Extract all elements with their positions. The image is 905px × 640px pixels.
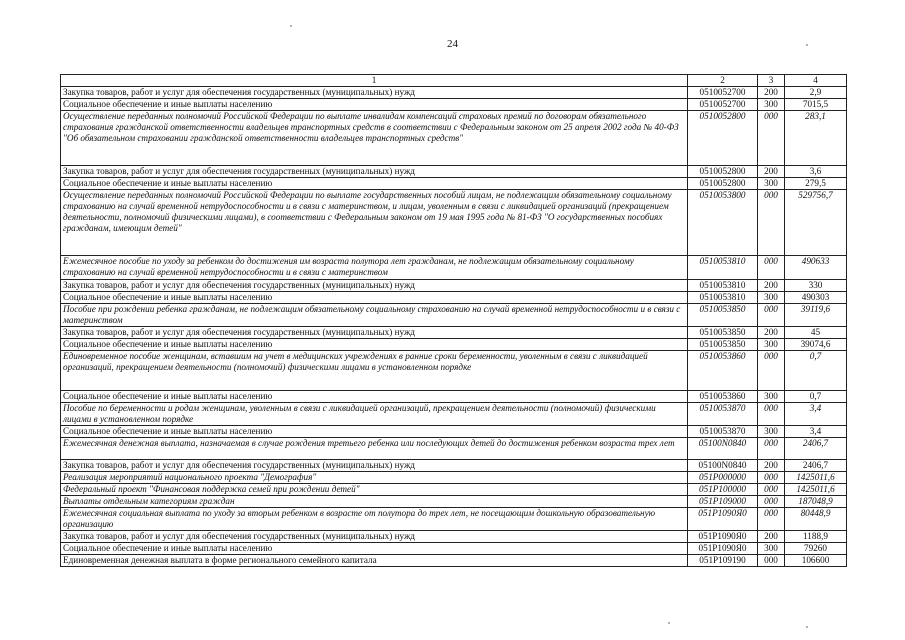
table-row [61,351,847,391]
row-name-cell: Социальное обеспечение и иные выплаты населению [61,99,688,111]
table-row [61,496,847,508]
header-col-code: 2 [688,75,758,87]
table-row [61,256,847,280]
row-code-cell: 0510053800 [688,190,758,256]
table-row [61,190,847,256]
row-name-cell: Социальное обеспечение и иные выплаты населению [61,391,688,403]
row-sum-cell: 39074,6 [785,339,847,351]
row-sum-cell: 490303 [785,292,847,304]
row-name-cell: Ежемесячное пособие по уходу за ребенком до достижения им возраста полутора лет гражданам, не подлежащим обязательному социальному страхованию на случай временной нетрудоспособности и в связи с материнством [61,256,688,280]
row-sum-cell: 3,4 [785,403,847,426]
row-code-cell: 0510052700 [688,99,758,111]
table-row [61,403,847,426]
row-sum-cell: 106600 [785,555,847,567]
row-vr-cell: 000 [758,438,785,460]
row-sum-cell: 3,6 [785,166,847,178]
row-vr-cell: 200 [758,166,785,178]
header-row [61,75,847,87]
table-row [61,280,847,292]
row-code-cell: 0510053870 [688,426,758,438]
row-sum-cell: 529756,7 [785,190,847,256]
header-col-vr: 3 [758,75,785,87]
table-row [61,555,847,567]
row-name-cell: Социальное обеспечение и иные выплаты населению [61,339,688,351]
table-row [61,426,847,438]
table-row [61,472,847,484]
row-name-cell: Осуществление переданных полномочий Российской Федерации по выплате государственных пособий лицам, не подлежащим обязательному социальному страхованию на случай временной нетрудоспособности и в связи с материнством, и лицам, уволенным в связи с ликвидацией организаций (прекращением деятельности, полномочий физическими лицами), в соответствии с Федеральным законом от 19 мая 1995 года № 81-ФЗ "О государственных пособиях гражданам, имеющим детей" [61,190,688,256]
row-code-cell: 0510053850 [688,304,758,327]
row-code-cell: 0510053860 [688,351,758,391]
row-name-cell: Закупка товаров, работ и услуг для обеспечения государственных (муниципальных) нужд [61,460,688,472]
row-vr-cell: 000 [758,304,785,327]
row-name-cell: Социальное обеспечение и иные выплаты населению [61,292,688,304]
row-sum-cell: 45 [785,327,847,339]
table-row [61,508,847,531]
table-row [61,304,847,327]
row-sum-cell: 490633 [785,256,847,280]
row-vr-cell: 000 [758,555,785,567]
row-name-cell: Осуществление переданных полномочий Российской Федерации по выплате инвалидам компенсаций страховых премий по договорам обязательного страхования гражданской ответственности владельцев транспортных средств в соответствии с Федеральным законом от 25 апреля 2002 года № 40-ФЗ "Об обязательном страховании гражданской ответственности владельцев транспортных средств" [61,111,688,166]
row-sum-cell: 1188,9 [785,531,847,543]
row-name-cell: Выплаты отдельным категориям граждан [61,496,688,508]
row-code-cell: 0510053870 [688,403,758,426]
row-vr-cell: 000 [758,484,785,496]
header-col-name: 1 [61,75,688,87]
table-body [61,87,847,567]
row-code-cell: 051P000000 [688,472,758,484]
row-name-cell: Закупка товаров, работ и услуг для обеспечения государственных (муниципальных) нужд [61,280,688,292]
row-name-cell: Пособие при рождении ребенка гражданам, не подлежащим обязательному социальному страхованию на случай временной нетрудоспособности и в связи с материнством [61,304,688,327]
row-code-cell: 05100N0840 [688,460,758,472]
row-vr-cell: 300 [758,426,785,438]
table-row [61,292,847,304]
row-sum-cell: 0,7 [785,351,847,391]
row-code-cell: 051P109190 [688,555,758,567]
row-sum-cell: 7015,5 [785,99,847,111]
row-name-cell: Социальное обеспечение и иные выплаты населению [61,178,688,190]
scan-speck [290,25,292,27]
row-vr-cell: 000 [758,190,785,256]
row-sum-cell: 279,5 [785,178,847,190]
row-vr-cell: 200 [758,280,785,292]
table-row [61,484,847,496]
row-name-cell: Пособие по беременности и родам женщинам, уволенным в связи с ликвидацией организаций, прекращением деятельности (полномочий) физическими лицами в установленном порядке [61,403,688,426]
row-name-cell: Ежемесячная социальная выплата по уходу за вторым ребенком в возрасте от полутора до трех лет, не посещающим дошкольную образовательную организацию [61,508,688,531]
row-vr-cell: 000 [758,403,785,426]
row-vr-cell: 200 [758,460,785,472]
header-col-sum: 4 [785,75,847,87]
row-code-cell: 0510052800 [688,111,758,166]
row-code-cell: 05100N0840 [688,438,758,460]
row-name-cell: Закупка товаров, работ и услуг для обеспечения государственных (муниципальных) нужд [61,327,688,339]
scan-speck [806,626,808,628]
page-number: 24 [447,38,458,50]
row-sum-cell: 3,4 [785,426,847,438]
row-vr-cell: 300 [758,391,785,403]
row-code-cell: 0510053850 [688,327,758,339]
row-sum-cell: 187048,9 [785,496,847,508]
scan-speck [668,622,670,624]
row-code-cell: 0510053810 [688,280,758,292]
row-vr-cell: 300 [758,178,785,190]
row-code-cell: 0510053860 [688,391,758,403]
row-sum-cell: 1425011,6 [785,472,847,484]
row-vr-cell: 000 [758,472,785,484]
row-vr-cell: 200 [758,531,785,543]
row-sum-cell: 2406,7 [785,460,847,472]
row-vr-cell: 300 [758,99,785,111]
table-row [61,531,847,543]
row-sum-cell: 1425011,6 [785,484,847,496]
table-row [61,339,847,351]
table-row [61,111,847,166]
row-code-cell: 0510053850 [688,339,758,351]
row-sum-cell: 0,7 [785,391,847,403]
row-name-cell: Закупка товаров, работ и услуг для обеспечения государственных (муниципальных) нужд [61,166,688,178]
row-name-cell: Социальное обеспечение и иные выплаты населению [61,426,688,438]
row-vr-cell: 300 [758,339,785,351]
row-code-cell: 051P1090Я0 [688,531,758,543]
row-sum-cell: 39119,6 [785,304,847,327]
row-vr-cell: 200 [758,87,785,99]
row-vr-cell: 000 [758,508,785,531]
row-code-cell: 051P1090Я0 [688,543,758,555]
row-name-cell: Ежемесячная денежная выплата, назначаемая в случае рождения третьего ребенка или последующих детей до достижения ребенком возраста трех лет [61,438,688,460]
table-row [61,460,847,472]
row-name-cell: Закупка товаров, работ и услуг для обеспечения государственных (муниципальных) нужд [61,531,688,543]
row-code-cell: 051P109000 [688,496,758,508]
row-code-cell: 0510053810 [688,256,758,280]
row-vr-cell: 000 [758,111,785,166]
row-vr-cell: 300 [758,543,785,555]
row-code-cell: 051P100000 [688,484,758,496]
row-sum-cell: 330 [785,280,847,292]
table-row [61,166,847,178]
table-row [61,438,847,460]
table-row [61,391,847,403]
row-name-cell: Закупка товаров, работ и услуг для обеспечения государственных (муниципальных) нужд [61,87,688,99]
table-row [61,87,847,99]
table-row [61,178,847,190]
row-name-cell: Социальное обеспечение и иные выплаты населению [61,543,688,555]
row-code-cell: 0510052800 [688,166,758,178]
row-name-cell: Единовременное пособие женщинам, вставшим на учет в медицинских учреждениях в ранние сроки беременности, уволенным в связи с ликвидацией организаций, прекращением деятельности (полномочий) физическими лицами в установленном порядке [61,351,688,391]
row-code-cell: 051P1090Я0 [688,508,758,531]
row-sum-cell: 80448,9 [785,508,847,531]
row-code-cell: 0510052800 [688,178,758,190]
row-sum-cell: 2,9 [785,87,847,99]
row-sum-cell: 79260 [785,543,847,555]
row-code-cell: 0510052700 [688,87,758,99]
row-sum-cell: 283,1 [785,111,847,166]
row-name-cell: Реализация мероприятий национального проекта "Демография" [61,472,688,484]
table-row [61,327,847,339]
table-row [61,543,847,555]
row-vr-cell: 300 [758,292,785,304]
row-vr-cell: 000 [758,496,785,508]
scan-speck [806,44,808,46]
budget-table [60,74,847,567]
row-vr-cell: 000 [758,256,785,280]
row-name-cell: Федеральный проект "Финансовая поддержка семей при рождении детей" [61,484,688,496]
row-vr-cell: 200 [758,327,785,339]
row-sum-cell: 2406,7 [785,438,847,460]
row-name-cell: Единовременная денежная выплата в форме регионального семейного капитала [61,555,688,567]
row-vr-cell: 000 [758,351,785,391]
table-row [61,99,847,111]
row-code-cell: 0510053810 [688,292,758,304]
